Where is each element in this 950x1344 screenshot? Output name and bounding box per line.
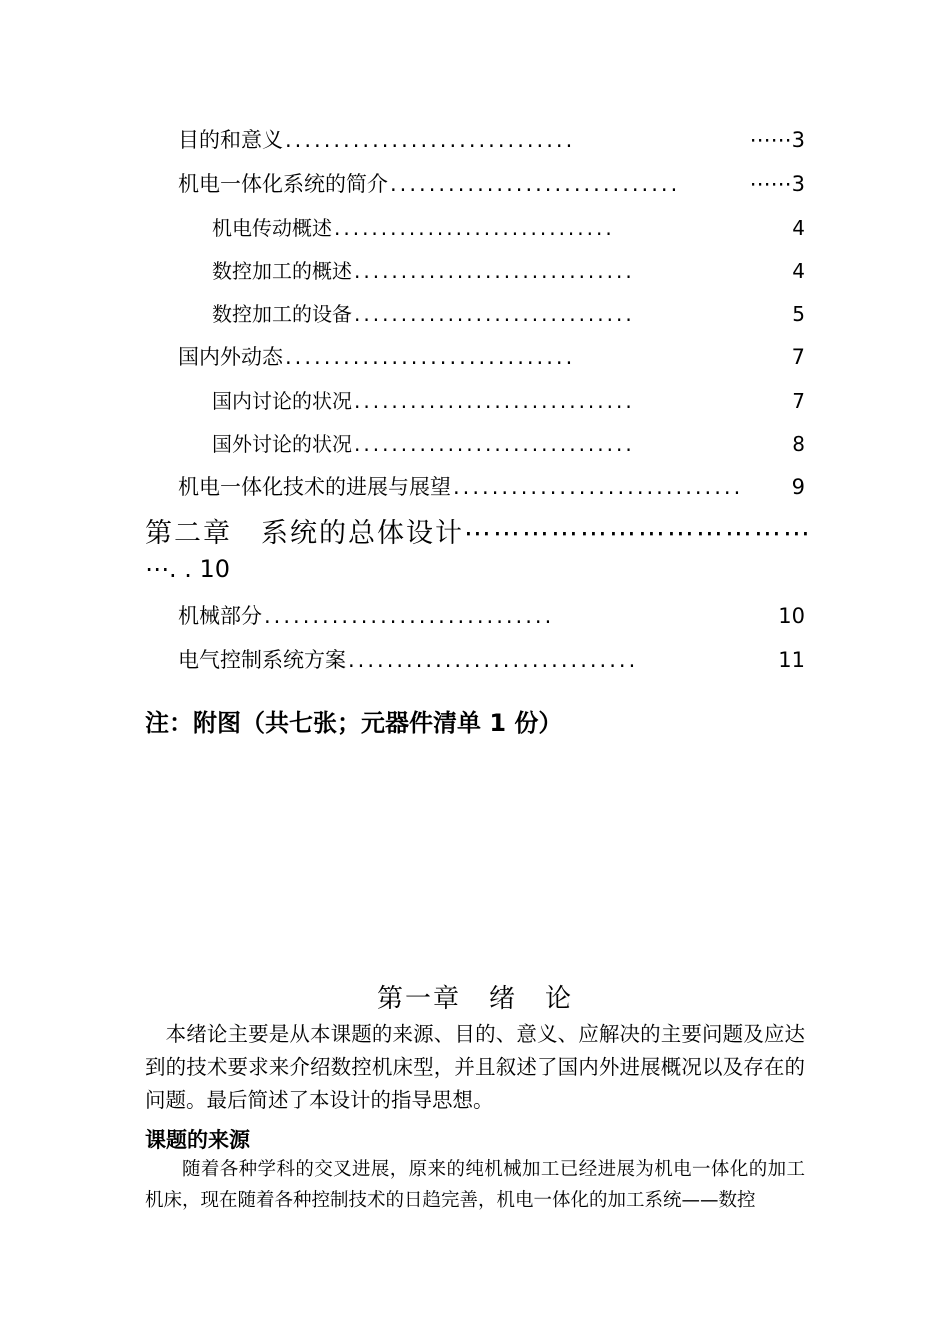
toc-entry[interactable] (212, 212, 805, 241)
chapter-title: 第一章 绪 论 (376, 984, 573, 1014)
toc-entry[interactable] (178, 471, 805, 501)
toc-leader: .............................. (354, 302, 635, 326)
toc-leader: .............................. (354, 389, 635, 413)
toc-leader: .............................. (354, 432, 635, 456)
toc-entry-title: 国内外动态 (178, 345, 283, 369)
toc-page-number: 9 (791, 475, 805, 499)
toc-page-number: 7 (791, 345, 805, 369)
toc-leader: .............................. (264, 604, 555, 628)
toc-leader: .............................. (285, 345, 576, 369)
toc-entry[interactable] (212, 428, 805, 457)
toc-entry-title: 国内讨论的状况 (212, 389, 352, 413)
toc-entry[interactable] (212, 255, 805, 284)
toc-entry[interactable] (178, 644, 805, 674)
toc-page-number: 10 (778, 604, 805, 628)
toc-entry-title: 机电一体化系统的简介 (178, 172, 388, 196)
toc-chapter-heading[interactable]: 第二章 系统的总体设计⋯⋯⋯⋯⋯⋯⋯⋯⋯⋯⋯⋯ (145, 518, 812, 549)
toc-leader: .............................. (354, 259, 635, 283)
toc-page-number: 5 (792, 302, 805, 326)
toc-page-number: 11 (778, 648, 805, 672)
intro-paragraph (145, 1018, 805, 1117)
section-paragraph (145, 1154, 805, 1216)
toc-page-number: 4 (792, 216, 805, 240)
toc-page-number: 4 (792, 259, 805, 283)
toc-leader: .............................. (390, 172, 681, 196)
toc-entry-title: 数控加工的设备 (212, 302, 352, 326)
appendix-note: 注：附图（共七张；元器件清单 1 份） (145, 709, 563, 737)
toc-leader: .............................. (334, 216, 615, 240)
toc-entry[interactable] (178, 124, 805, 154)
toc-leader: .............................. (453, 475, 744, 499)
toc-entry-title: 机电一体化技术的进展与展望 (178, 475, 451, 499)
toc-entry[interactable] (178, 341, 805, 371)
toc-entry-title: 数控加工的概述 (212, 259, 352, 283)
toc-chapter-page: ⋯. . 10 (145, 555, 231, 583)
toc-entry[interactable] (178, 168, 805, 198)
toc-page-number: ⋯⋯3 (749, 128, 805, 152)
toc-page-number: 8 (792, 432, 805, 456)
toc-page-number: 7 (792, 389, 805, 413)
section-heading: 课题的来源 (145, 1128, 250, 1152)
section-text: 随着各种学科的交叉进展，原来的纯机械加工已经进展为机电一体化的加工机床，现在随着各种控制技术的日趋完善，机电一体化的加工系统——数控 (145, 1159, 805, 1211)
toc-entry-title: 机电传动概述 (212, 216, 332, 240)
toc-entry[interactable] (212, 298, 805, 327)
intro-text: 本绪论主要是从本课题的来源、目的、意义、应解决的主要问题及应达到的技术要求来介绍数控机床型，并且叙述了国内外进展概况以及存在的问题。最后简述了本设计的指导思想。 (145, 1022, 805, 1112)
toc-entry-title: 目的和意义 (178, 128, 283, 152)
toc-entry[interactable] (178, 600, 805, 630)
toc-leader: .............................. (285, 128, 576, 152)
toc-entry-title: 国外讨论的状况 (212, 432, 352, 456)
toc-entry-title: 机械部分 (178, 604, 262, 628)
toc-entry-title: 电气控制系统方案 (178, 648, 346, 672)
toc-entry[interactable] (212, 385, 805, 414)
toc-leader: .............................. (348, 648, 639, 672)
toc-page-number: ⋯⋯3 (749, 172, 805, 196)
